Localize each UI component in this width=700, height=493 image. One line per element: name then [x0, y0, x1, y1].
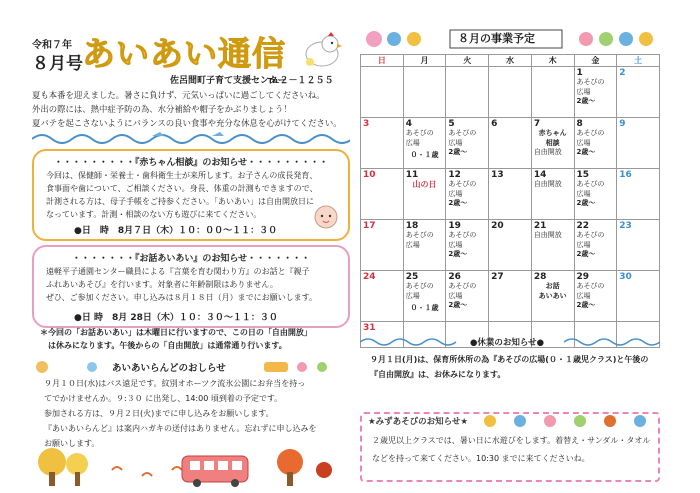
calendar-week-row [361, 67, 660, 118]
calendar-date: 24 [363, 272, 376, 282]
text-line: ２歳児以上クラスでは、暑い日に水遊びをします。着替え・サンダル・タオル [372, 436, 651, 445]
greeting-line: 夏も本番を迎えました。暑さに負けず、元気いっぱいに過ごしてくださいね。 [32, 90, 325, 100]
event-label: 広場 [405, 138, 420, 147]
calendar-date: 20 [491, 221, 504, 231]
story-event-title: ・・・・・・・『お話あいあい』のお知らせ・・・・・・・ [71, 254, 311, 264]
calendar-day-cell [489, 169, 532, 220]
event-label: あそびの [576, 231, 605, 239]
calendar-day-cell [531, 118, 574, 169]
calendar-day-cell [446, 67, 489, 118]
calendar-day-cell [531, 169, 574, 220]
issue-month: ８月号 [32, 54, 83, 74]
baby-consultation-date: ●日 時 8月７日（木）１０：００～１１：３０ [74, 226, 278, 236]
water-play-title: ★みずあそびのお知らせ★ [368, 417, 468, 427]
calendar-day-cell [489, 118, 532, 169]
calendar-date: 2 [619, 68, 626, 78]
calendar-day-cell [361, 220, 404, 271]
summer-items-illustration [480, 414, 650, 428]
event-label: あそびの [405, 231, 434, 239]
calendar-day-cell [361, 118, 404, 169]
water-play-text [372, 432, 652, 468]
aiai-land-title: あいあいらんどのおしらせ [112, 363, 226, 374]
text-line: 遠軽平子通園センター職員による『言葉を育む関わり方』のお話と『親子 [46, 267, 310, 276]
event-label: あそびの [448, 282, 477, 290]
weekday-header-row [361, 55, 660, 67]
calendar-date: 31 [363, 323, 376, 333]
event-label: 2歳～ [576, 250, 596, 258]
closure-title: ●休業のお知らせ● [470, 338, 545, 348]
event-label: 広場 [448, 291, 463, 300]
calendar-date: 29 [576, 272, 590, 282]
age-group-label: ０・１歳 [410, 304, 439, 312]
calendar-day-cell [361, 67, 404, 118]
story-event-box [32, 245, 350, 328]
calendar-date: 26 [448, 272, 461, 282]
event-label: 広場 [576, 138, 591, 147]
event-label: あいあい [538, 291, 567, 300]
calendar-date: 23 [619, 221, 632, 231]
story-event-text [46, 265, 342, 304]
calendar-date: 22 [576, 221, 590, 231]
weekday-sun: 日 [361, 55, 404, 67]
calendar-week-row [361, 220, 660, 271]
text-line: ９月１日(月)は、保育所休所の為『あそびの広場(０・１歳児クラス)と午後の [370, 355, 649, 364]
calendar-day-cell [361, 271, 404, 322]
event-label: 2歳～ [448, 199, 468, 207]
event-label: 2歳～ [576, 97, 596, 105]
calendar-day-cell [574, 118, 617, 169]
text-line: などを持って来てください。10:30 までに来てくださいね。 [372, 454, 590, 463]
calendar-day-cell [617, 271, 660, 322]
text-line: 『自由開放』は、お休みになります。 [370, 370, 506, 379]
issue-era: 令和７年 [32, 40, 72, 51]
calendar-day-cell [489, 220, 532, 271]
calendar-date: 16 [619, 170, 632, 180]
note-line: は休みになります。午後からの「自由開放」は通常通り行います。 [40, 341, 287, 350]
calendar-day-cell [446, 169, 489, 220]
calendar-date: 7 [533, 119, 541, 129]
calendar-day-cell [574, 67, 617, 118]
calendar-day-cell [617, 220, 660, 271]
wave-divider-illustration [32, 130, 350, 144]
calendar-date: 18 [405, 221, 419, 231]
text-line: ふれあいあそび』を行います。対象者に年齢制限はありません。 [46, 280, 278, 289]
weekday-sat: 土 [617, 55, 660, 67]
calendar-day-cell [617, 169, 660, 220]
text-line: ９月１０日(水)はバス遠足です。紋別オホーツク流氷公園にお弁当を持っ [44, 379, 306, 388]
greeting-message [32, 88, 350, 131]
age-group-label: ０・１歳 [410, 151, 439, 159]
event-label: あそびの [576, 180, 605, 188]
text-line: なっています。計測・相談のない方も遊びに来てください。 [46, 210, 262, 219]
calendar-date: 17 [363, 221, 376, 231]
text-line: てでかけませんか。９:３０ に出発し、14:00 頃到着の予定です。 [44, 394, 283, 403]
calendar-day-cell [403, 118, 446, 169]
story-event-note [40, 326, 350, 352]
calendar-day-cell [574, 271, 617, 322]
calendar-date: 6 [491, 119, 498, 129]
event-label: 広場 [448, 189, 463, 198]
text-line: 計測される方は、母子手帳をご持参ください。「あいあい」は自由開放日に [46, 197, 314, 206]
calendar-date: 12 [448, 170, 461, 180]
event-label: 広場 [576, 87, 591, 96]
greeting-line: 外出の際には、熱中症予防の為、水分補給や帽子をかぶりましょう！ [32, 104, 292, 115]
calendar-date: 3 [363, 119, 370, 129]
event-label: 自由開放 [533, 148, 562, 156]
greeting-line: 夏バテを起こさないようにバランスの良い食事や充分な休息を心がけてください。 [32, 118, 342, 129]
weekday-fri: 金 [574, 55, 617, 67]
calendar-day-cell [574, 220, 617, 271]
baby-illustration-icon [308, 203, 344, 235]
event-label: あそびの [405, 129, 434, 137]
event-label: 相談 [545, 138, 560, 147]
calendar-day-cell [403, 271, 446, 322]
baby-consultation-box [32, 149, 350, 241]
baby-consultation-title: ・・・・・・・・・『赤ちゃん相談』のお知らせ・・・・・・・・・ [53, 158, 329, 168]
event-label: あそびの [405, 282, 434, 290]
calendar-date: 28 [533, 272, 547, 282]
schedule-title: ８月の事業予定 [458, 32, 535, 45]
calendar-date: 9 [619, 119, 626, 129]
event-label: 広場 [405, 291, 420, 300]
event-label: 広場 [448, 240, 463, 249]
baby-consultation-text [46, 169, 342, 221]
calendar-date: 4 [405, 119, 412, 129]
weekday-tue: 火 [446, 55, 489, 67]
calendar-day-cell [403, 67, 446, 118]
event-label: 2歳～ [576, 301, 596, 309]
event-label: あそびの [448, 231, 477, 239]
calendar-day-cell [574, 169, 617, 220]
text-line: お願いします。 [44, 439, 100, 448]
chicken-illustration-icon [300, 32, 346, 68]
schedule-calendar [360, 54, 660, 348]
calendar-day-cell [446, 118, 489, 169]
weekday-thu: 木 [531, 55, 574, 67]
event-label: あそびの [448, 129, 477, 137]
calendar-date: 1 [576, 68, 583, 78]
event-label: 自由開放 [533, 180, 562, 188]
calendar-day-cell [617, 67, 660, 118]
calendar-date: 27 [491, 272, 504, 282]
event-label: 自由開放 [533, 231, 562, 239]
calendar-day-cell [446, 220, 489, 271]
calendar-day-cell [617, 118, 660, 169]
event-label: 赤ちゃん [538, 129, 567, 137]
calendar-date: 30 [619, 272, 632, 282]
calendar-day-cell [489, 67, 532, 118]
calendar-day-cell [531, 271, 574, 322]
event-label: 2歳～ [448, 301, 468, 309]
calendar-date: 19 [448, 221, 461, 231]
calendar-date: 10 [363, 170, 376, 180]
calendar-week-row [361, 271, 660, 322]
event-label: 広場 [576, 240, 591, 249]
event-label: 広場 [576, 189, 591, 198]
event-label: あそびの [576, 282, 605, 290]
calendar-date: 8 [576, 119, 583, 129]
center-name: 佐呂間町子育て支援センター [170, 76, 287, 86]
note-line: ＊今回の「お話あいあい」は木曜日に行いますので、この日の「自由開放」 [40, 328, 312, 337]
event-label: 広場 [576, 291, 591, 300]
event-label: あそびの [448, 180, 477, 188]
autumn-bus-illustration [32, 440, 350, 488]
calendar-date: 13 [491, 170, 504, 180]
calendar-week-row [361, 169, 660, 220]
story-event-date: ●日 時 8月 28日（木）１０：３０～１１：３０ [74, 313, 278, 323]
calendar-day-cell [531, 220, 574, 271]
calendar-date: 21 [533, 221, 547, 231]
text-line: 食事面や歯について、ご相談ください。身長、体重の計測もできますので、 [46, 184, 318, 193]
weekday-mon: 月 [403, 55, 446, 67]
event-label: 広場 [448, 138, 463, 147]
event-label: 2歳～ [448, 250, 468, 258]
calendar-day-cell [403, 169, 446, 220]
event-label: あそびの [576, 129, 605, 137]
calendar-date: 11 [405, 170, 419, 180]
text-line: 今回は、保健師・栄養士・歯科衛生士が来所します。お子さんの成長発育、 [46, 171, 318, 180]
calendar-date: 15 [576, 170, 590, 180]
closure-text [370, 352, 670, 382]
text-line: ぜひ、ご参加ください。申し込みは８月１８日（月）までにお願いします。 [46, 293, 318, 302]
calendar-date: 25 [405, 272, 419, 282]
calendar-day-cell [361, 169, 404, 220]
calendar-day-cell [489, 271, 532, 322]
calendar-day-cell [531, 67, 574, 118]
event-label: 2歳～ [576, 199, 596, 207]
weekday-wed: 水 [489, 55, 532, 67]
calendar-week-row [361, 118, 660, 169]
event-label: 2歳～ [576, 148, 596, 156]
text-line: 参加される方は、９月２日(火)までに申し込みをお願いします。 [44, 409, 274, 418]
holiday-label: 山の日 [412, 180, 437, 189]
calendar-date: 14 [533, 170, 547, 180]
newsletter-logo: あいあい通信 [82, 34, 286, 73]
event-label: 広場 [405, 240, 420, 249]
calendar-day-cell [446, 271, 489, 322]
text-line: 『あいあいらんど』は案内ハガキの送付はありません。忘れずに申し込みを [44, 424, 317, 433]
event-label: お話 [545, 282, 560, 290]
calendar-day-cell [403, 220, 446, 271]
event-label: あそびの [576, 78, 605, 86]
event-label: 2歳～ [448, 148, 468, 156]
calendar-date: 5 [448, 119, 455, 129]
center-phone: ℡２－１２５５ [268, 76, 334, 86]
